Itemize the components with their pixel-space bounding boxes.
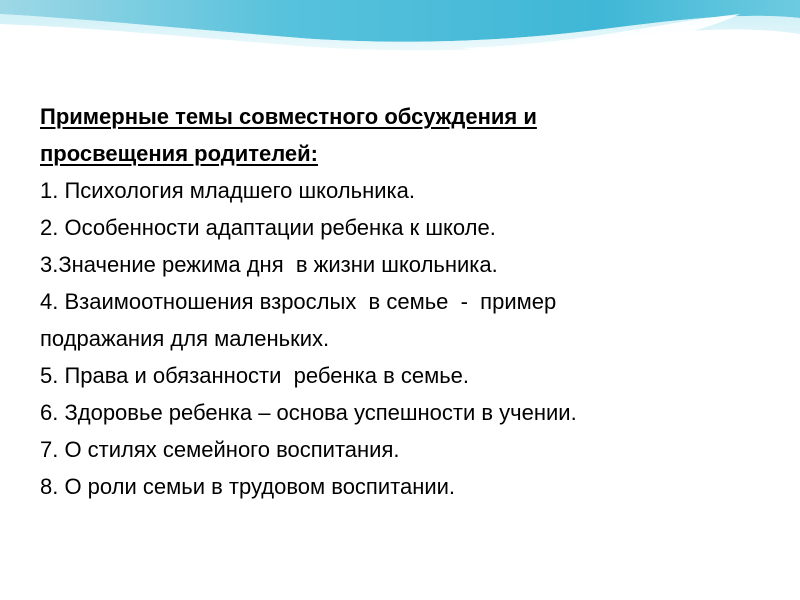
list-item: 4. Взаимоотношения взрослых в семье - пример [40, 289, 557, 314]
list-item-continuation: подражания для маленьких. [40, 326, 330, 351]
heading-line-1: Примерные темы совместного обсуждения и [40, 104, 537, 129]
list-item: 3.Значение режима дня в жизни школьника. [40, 252, 498, 277]
list-item: 8. О роли семьи в трудовом воспитании. [40, 474, 456, 499]
slide-content [40, 98, 780, 505]
list-item: 1. Психология младшего школьника. [40, 178, 415, 203]
list-item: 5. Права и обязанности ребенка в семье. [40, 363, 470, 388]
list-item: 6. Здоровье ребенка – основа успешности в учении. [40, 400, 577, 425]
list-item: 2. Особенности адаптации ребенка к школе. [40, 215, 496, 240]
header-wave-decoration [0, 0, 800, 100]
heading-line-2: просвещения родителей: [40, 141, 318, 166]
list-item: 7. О стилях семейного воспитания. [40, 437, 400, 462]
